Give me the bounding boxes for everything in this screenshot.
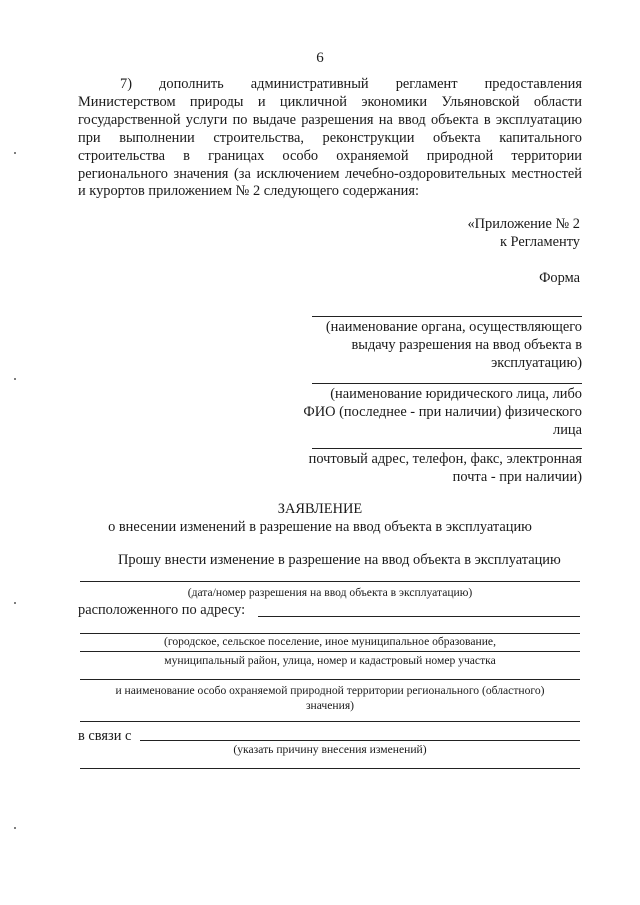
permit-caption: (дата/номер разрешения на ввод объекта в эксплуатацию)	[187, 586, 473, 599]
address-caption-3: и наименование особо охраняемой природной территории регионального (областного)	[115, 684, 545, 697]
applicant-blank-line	[312, 383, 582, 384]
appendix-reference: к Регламенту	[499, 234, 580, 250]
form-label: Форма	[539, 270, 580, 286]
statement-title: ЗАЯВЛЕНИЕ	[277, 501, 363, 517]
address-blank-line-1	[258, 616, 580, 617]
address-caption-1: (городское, сельское поселение, иное муниципальное образование,	[164, 635, 496, 648]
address-caption-4: значения)	[305, 699, 355, 712]
reason-blank-line-2	[80, 768, 580, 769]
address-blank-line-5	[80, 721, 580, 722]
permit-blank-line	[80, 581, 580, 582]
address-blank-line-4	[80, 679, 580, 680]
amendment-paragraph: 7) дополнить административный регламент предоставления Министерством природы и цикличной экономики Ульяновской области государственной услуги по выдаче разрешения на ввод объекта в эксплуатацию при выполнении строительства, реконструкции объекта капитального строительства в границах особо охраняемой природной территории регионального значения (за исключением лечебно-оздоровительных местностей и курортов приложением № 2 следующего содержания:	[78, 76, 582, 200]
contacts-caption: почтовый адрес, телефон, факс, электронная почта - при наличии)	[308, 451, 582, 485]
request-line: Прошу внести изменение в разрешение на ввод объекта в эксплуатацию	[118, 552, 561, 568]
reason-caption: (указать причину внесения изменений)	[233, 743, 427, 756]
scan-speck	[14, 602, 16, 604]
scan-speck	[14, 152, 16, 154]
organ-caption: (наименование органа, осуществляющего выдачу разрешения на ввод объекта в эксплуатацию)	[325, 319, 582, 371]
scan-speck	[14, 827, 16, 829]
appendix-number: «Приложение № 2	[467, 216, 580, 232]
address-caption-2: муниципальный район, улица, номер и кадастровый номер участка	[164, 654, 496, 667]
statement-subtitle: о внесении изменений в разрешение на ввод объекта в эксплуатацию	[108, 519, 532, 535]
organ-blank-line	[312, 316, 582, 317]
address-blank-line-3	[80, 651, 580, 652]
contacts-blank-line	[312, 448, 582, 449]
reason-blank-line	[140, 740, 580, 741]
page-number: 6	[316, 50, 324, 66]
address-label: расположенного по адресу:	[78, 602, 246, 618]
reason-label: в связи с	[78, 728, 132, 744]
scan-speck	[14, 378, 16, 380]
applicant-caption: (наименование юридического лица, либо ФИО (последнее - при наличии) физического лица	[303, 386, 582, 438]
